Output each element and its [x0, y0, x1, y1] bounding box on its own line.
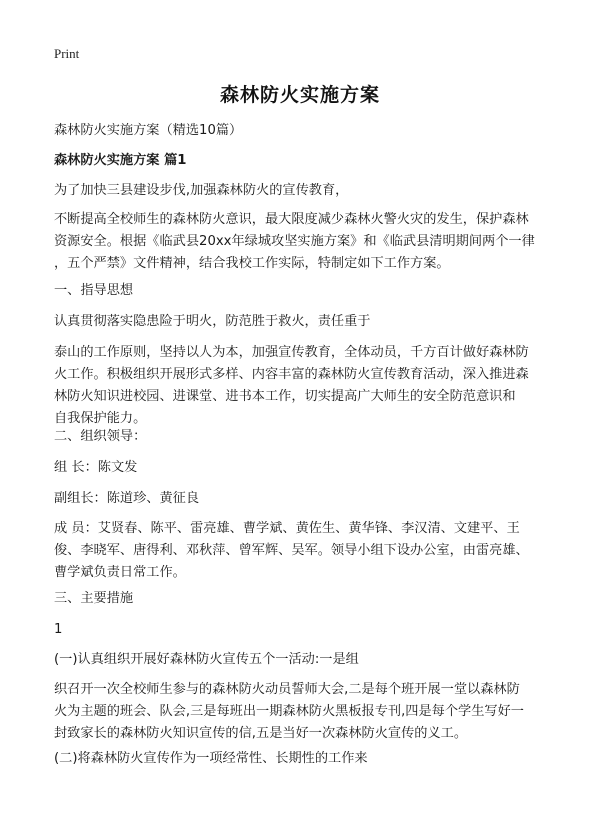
deputy-leader: 副组长：陈道珍、黄征良 — [54, 491, 200, 506]
heading-organization: 二、组织领导： — [54, 429, 147, 444]
paragraph: (二)将森林防火宣传作为一项经常性、长期性的工作来 — [54, 751, 368, 766]
paragraph: 为了加快三县建设步伐,加强森林防火的宣传教育， — [54, 183, 349, 198]
section-heading: 森林防火实施方案 篇1 — [54, 153, 187, 168]
paragraph: (一)认真组织开展好森林防火宣传五个一活动:一是组 — [54, 652, 359, 667]
print-label: Print — [54, 46, 80, 61]
heading-guiding-thought: 一、指导思想 — [54, 283, 134, 298]
document-title: 森林防火实施方案 — [219, 84, 380, 106]
document-subtitle: 森林防火实施方案（精选10篇） — [54, 123, 243, 138]
team-members: 成 员：艾贤春、陈平、雷亮雄、曹学斌、黄佐生、黄华锋、李汉清、文建平、王 俊、李晓军、唐得利、邓秋萍、曾军辉、吴军。领导小组下设办公室，由雷亮雄、 曹学斌负责日常工作。 — [54, 521, 529, 580]
heading-main-measures: 三、主要措施 — [54, 591, 134, 606]
paragraph: 不断提高全校师生的森林防火意识，最大限度减少森林火警火灾的发生，保护森林 资源安全。根据《临武县20xx年绿城攻坚实施方案》和《临武县清明期间两个一律 ，五个严禁》文件精神，结合我校工作实际，特制定如下工作方案。 — [54, 212, 535, 271]
paragraph: 泰山的工作原则，坚持以人为本，加强宣传教育，全体动员，千方百计做好森林防 火工作。积极组织开展形式多样、内容丰富的森林防火宣传教育活动，深入推进森 林防火知识进校园、进课堂、进书本工作，切实提高广大师生的安全防范意识和 自我保护能力。 — [54, 345, 529, 426]
paragraph: 织召开一次全校师生参与的森林防火动员誓师大会,二是每个班开展一堂以森林防 火为主题的班会、队会,三是每班出一期森林防火黑板报专刊,四是每个学生写好一 封致家长的森林防火知识宣传的信,五是当好一次森林防火宣传的义工。 — [54, 682, 524, 741]
paragraph: 认真贯彻落实隐患险于明火，防范胜于救火，责任重于 — [54, 314, 371, 329]
page-number-text: 1 — [54, 622, 63, 637]
team-leader: 组 长：陈文发 — [54, 460, 138, 475]
